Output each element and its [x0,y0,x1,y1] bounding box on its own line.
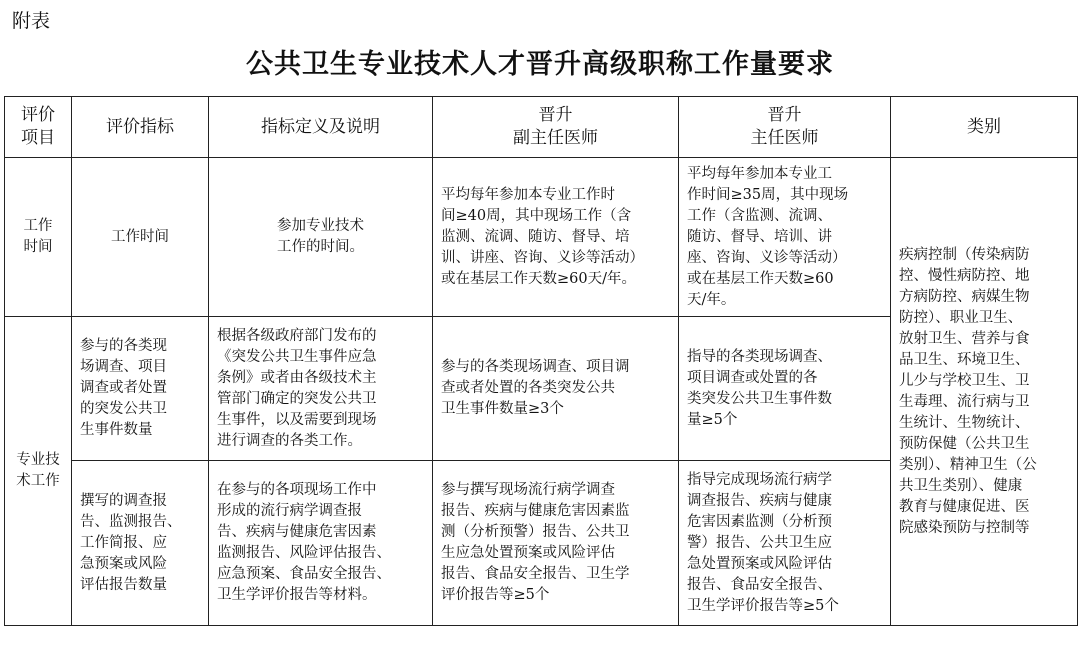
cell-deputy-requirement: 平均每年参加本专业工作时 间≥40周，其中现场工作（含 监测、流调、随访、督导、培 训、讲座、咨询、义诊等活动） 或在基层工作天数≥60天/年。 [433,158,679,317]
table-row [5,158,1078,317]
cell-definition: 在参与的各项现场工作中 形成的流行病学调查报 告、疾病与健康危害因素 监测报告、风险评估报告、 应急预案、食品安全报告、 卫生学评价报告等材料。 [209,461,433,626]
header-indicator: 评价指标 [72,97,209,158]
table-header-row [5,97,1078,158]
cell-category: 疾病控制（传染病防 控、慢性病防控、地 方病防控、病媒生物 防控）、职业卫生、 放射卫生、营养与食 品卫生、环境卫生、 儿少与学校卫生、卫 生毒理、流行病与卫 生统计、生物统计、 预防保健（公共卫生 类别）、精神卫生（公 共卫生类别）、健康 教育与健康促进、医 院感染预防与控制等 [891,158,1078,626]
document-title: 公共卫生专业技术人才晋升高级职称工作量要求 [246,49,834,80]
cell-deputy-requirement: 参与的各类现场调查、项目调 查或者处置的各类突发公共 卫生事件数量≥3个 [433,317,679,461]
cell-chief-requirement: 指导的各类现场调查、 项目调查或处置的各 类突发公共卫生事件数 量≥5个 [679,317,891,461]
cell-indicator: 工作时间 [72,158,209,317]
cell-chief-requirement: 平均每年参加本专业工 作时间≥35周，其中现场 工作（含监测、流调、 随访、督导、培训、讲 座、咨询、义诊等活动） 或在基层工作天数≥60 天/年。 [679,158,891,317]
cell-project-work-time: 工作 时间 [5,158,72,317]
header-project: 评价 项目 [5,97,72,158]
header-deputy-chief-physician: 晋升 副主任医师 [433,97,679,158]
cell-chief-requirement: 指导完成现场流行病学 调查报告、疾病与健康 危害因素监测（分析预 警）报告、公共卫生应 急处置预案或风险评估 报告、食品安全报告、 卫生学评价报告等≥5个 [679,461,891,626]
header-definition: 指标定义及说明 [209,97,433,158]
annex-label: 附表 [12,10,51,32]
cell-project-professional-work: 专业技 术工作 [5,317,72,626]
header-chief-physician: 晋升 主任医师 [679,97,891,158]
workload-requirements-table [4,96,1078,626]
cell-deputy-requirement: 参与撰写现场流行病学调查 报告、疾病与健康危害因素监 测（分析预警）报告、公共卫 生应急处置预案或风险评估 报告、食品安全报告、卫生学 评价报告等≥5个 [433,461,679,626]
cell-definition: 参加专业技术 工作的时间。 [209,158,433,317]
cell-definition: 根据各级政府部门发布的 《突发公共卫生事件应急 条例》或者由各级技术主 管部门确定的突发公共卫 生事件，以及需要到现场 进行调查的各类工作。 [209,317,433,461]
cell-indicator: 参与的各类现 场调查、项目 调查或者处置 的突发公共卫 生事件数量 [72,317,209,461]
cell-indicator: 撰写的调查报 告、监测报告、 工作简报、应 急预案或风险 评估报告数量 [72,461,209,626]
header-category: 类别 [891,97,1078,158]
